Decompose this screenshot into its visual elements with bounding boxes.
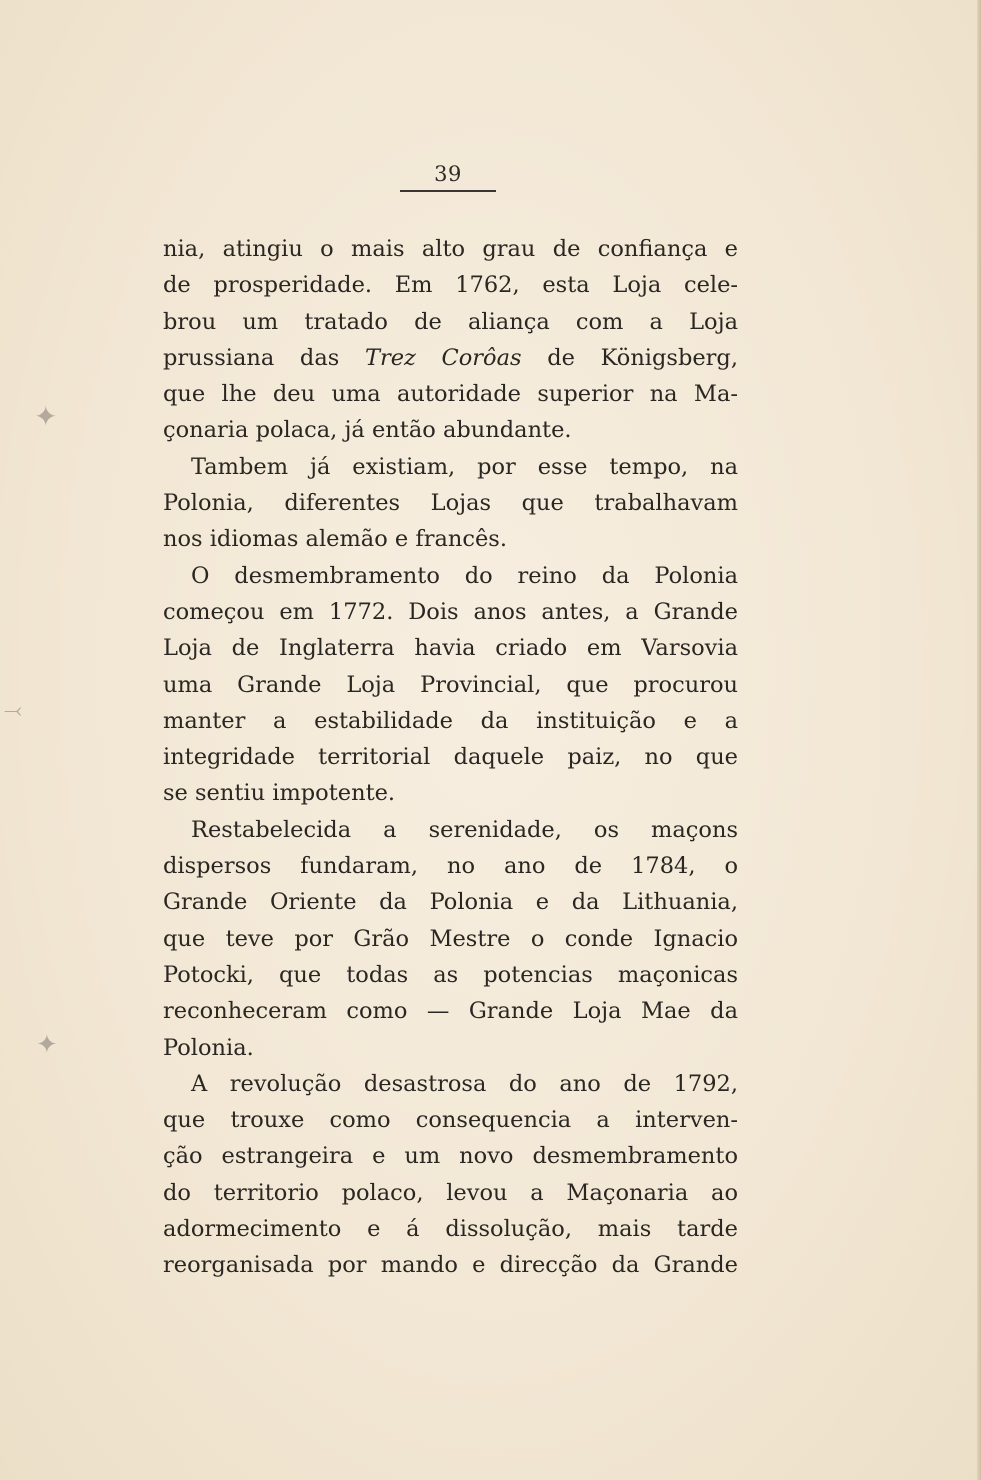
text-line: Restabelecida a serenidade, os maçons bbox=[191, 816, 738, 843]
text-line: O desmembramento do reino da Polonia bbox=[191, 562, 738, 589]
text-line: uma Grande Loja Provincial, que procurou bbox=[163, 671, 738, 698]
text-line: reconheceram como — Grande Loja Mae da bbox=[163, 998, 738, 1025]
page-edge bbox=[977, 0, 981, 1480]
italic-title: Trez Corôas bbox=[364, 344, 522, 371]
text-line: nia, atingiu o mais alto grau de confiança e bbox=[163, 236, 738, 262]
page-number-rule bbox=[400, 190, 496, 192]
text-line: A revolução desastrosa do ano de 1792, bbox=[191, 1070, 738, 1097]
text-line: de prosperidade. Em 1762, esta Loja cele- bbox=[163, 272, 738, 299]
text-line: Potocki, que todas as potencias maçonicas bbox=[163, 961, 738, 988]
margin-mark-icon: ✦ bbox=[34, 400, 58, 433]
page-number: 39 bbox=[434, 162, 462, 186]
text-line: dispersos fundaram, no ano de 1784, o bbox=[163, 853, 738, 880]
text-line: integridade territorial daquele paiz, no que bbox=[163, 744, 738, 771]
text-line: adormecimento e á dissolução, mais tarde bbox=[163, 1216, 738, 1243]
text-line: Grande Oriente da Polonia e da Lithuania, bbox=[163, 889, 738, 916]
text-line: se sentiu impotente. bbox=[163, 780, 396, 807]
text-line: do territorio polaco, levou a Maçonaria ao bbox=[163, 1179, 738, 1206]
text-line: Polonia, diferentes Lojas que trabalhavam bbox=[163, 490, 738, 517]
text-line: brou um tratado de aliança com a Loja bbox=[163, 308, 738, 335]
text-span: prussiana das bbox=[163, 344, 365, 371]
text-line: que lhe deu uma autoridade superior na Ma- bbox=[163, 381, 738, 408]
margin-mark-icon: ⤙ bbox=[4, 698, 22, 723]
text-line: começou em 1772. Dois anos antes, a Grande bbox=[163, 598, 738, 625]
text-span: de Königsberg, bbox=[521, 344, 738, 371]
text-line bbox=[163, 340, 738, 376]
text-line: Tambem já existiam, por esse tempo, na bbox=[191, 453, 738, 480]
text-line: Polonia. bbox=[163, 1034, 254, 1061]
text-line: reorganisada por mando e direcção da Grande bbox=[163, 1252, 738, 1279]
text-line: ção estrangeira e um novo desmembramento bbox=[163, 1143, 738, 1170]
text-line: Loja de Inglaterra havia criado em Varsovia bbox=[163, 635, 738, 662]
text-line: nos idiomas alemão e francês. bbox=[163, 526, 507, 553]
margin-mark-icon: ✦ bbox=[36, 1030, 58, 1060]
text-line: çonaria polaca, já então abundante. bbox=[163, 417, 572, 444]
text-line: que teve por Grão Mestre o conde Ignacio bbox=[163, 925, 738, 952]
text-line: que trouxe como consequencia a interven- bbox=[163, 1107, 738, 1134]
body-text bbox=[163, 231, 738, 1284]
text-line: manter a estabilidade da instituição e a bbox=[163, 707, 738, 734]
